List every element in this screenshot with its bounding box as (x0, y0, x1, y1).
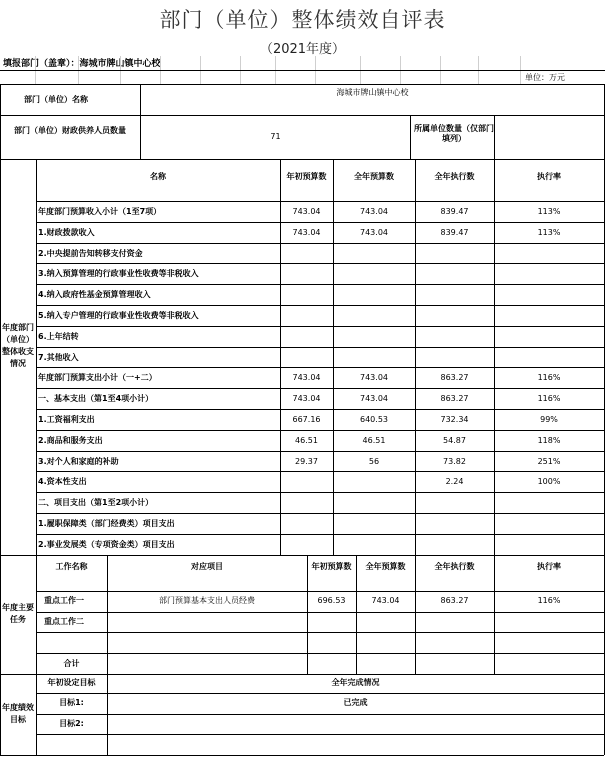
task-name: 重点工作二 (44, 616, 84, 626)
budget-row-name: 1.履职保障类（部门经费类）项目支出 (38, 519, 175, 528)
report-year: （2021年度） (259, 42, 346, 57)
tasks-section-label: 年度主要任务 (2, 603, 34, 624)
budget-rate-value: 113% (537, 207, 561, 216)
table-row-line (36, 388, 604, 389)
budget-row-name: 2.事业发展类（专项资金类）项目支出 (38, 539, 175, 549)
table-row-line (36, 653, 604, 654)
budget-executed-value: 54.87 (443, 435, 466, 445)
budget-row-name: 2.中央提前告知转移支付资金 (38, 248, 143, 258)
goal-label: 目标2: (59, 719, 84, 728)
grid-line (494, 159, 495, 555)
budget-row-name: 4.资本性支出 (38, 477, 87, 487)
budget-header-cell: 年初预算数 (286, 172, 327, 181)
budget-executed-value: 863.27 (440, 394, 469, 404)
tasks-header-cell: 全年执行数 (434, 562, 475, 571)
budget-initial-value: 743.04 (292, 373, 321, 383)
table-row-line (36, 612, 604, 613)
task-initial-value: 696.53 (317, 596, 346, 605)
grid-line (333, 159, 334, 555)
grid-line (36, 555, 37, 674)
table-row-line (36, 222, 604, 223)
budget-header-cell: 执行率 (537, 172, 561, 181)
task-annual-value: 743.04 (371, 596, 400, 605)
budget-section-label: 年度部门（单位）整体收支情况 (2, 323, 34, 368)
grid-line (0, 115, 604, 116)
grid-line (36, 159, 37, 555)
grid-line (410, 115, 411, 159)
budget-rate-value: 100% (537, 477, 561, 487)
table-row-line (36, 430, 604, 431)
grid-line (107, 555, 108, 674)
table-row-line (36, 534, 604, 535)
table-row-line (36, 326, 604, 327)
dept-name-label: 部门（单位）名称 (24, 95, 88, 104)
grid-line (0, 555, 604, 556)
budget-rate-value: 118% (537, 435, 561, 445)
budget-row-name: 4.纳入政府性基金预算管理收入 (38, 290, 151, 300)
budget-initial-value: 29.37 (295, 456, 318, 466)
table-row-line (36, 409, 604, 410)
goals-section-label: 年度绩效目标 (2, 703, 34, 724)
budget-row-name: 2.商品和服务支出 (38, 435, 103, 445)
report-title: 部门（单位）整体绩效自评表 (159, 8, 446, 32)
table-row-line (36, 632, 604, 633)
table-bottom-border (0, 755, 604, 756)
budget-annual-value: 56 (368, 456, 380, 466)
grid-line (36, 201, 604, 202)
grid-line (36, 693, 604, 694)
grid-line (494, 115, 495, 159)
table-left-border (0, 84, 1, 755)
task-name: 重点工作一 (44, 596, 84, 605)
budget-initial-value: 743.04 (292, 394, 321, 404)
budget-annual-value: 743.04 (360, 373, 388, 383)
budget-executed-value: 863.27 (440, 373, 469, 383)
fill-unit-label: 填报部门（盖章）：海城市牌山镇中心校 (3, 59, 161, 69)
budget-row-name: 3.纳入预算管理的行政事业性收费等非税收入 (38, 269, 199, 279)
budget-initial-value: 667.16 (292, 415, 321, 424)
budget-row-name: 1.财政拨款收入 (38, 227, 95, 237)
budget-annual-value: 46.51 (362, 435, 386, 445)
subunit-count-label: 所属单位数量（仅部门填列） (414, 124, 494, 143)
budget-executed-value: 839.47 (440, 207, 469, 216)
grid-line (36, 591, 604, 592)
table-top-border (0, 84, 604, 85)
budget-row-name: 6.上年结转 (38, 331, 79, 341)
goals-header-done: 全年完成情况 (331, 678, 380, 687)
budget-row-name: 5.纳入专户管理的行政事业性收费等非税收入 (38, 311, 199, 320)
budget-rate-value: 251% (537, 456, 561, 466)
budget-initial-value: 46.51 (295, 435, 318, 445)
table-row-line (36, 367, 604, 368)
budget-row-name: 一、基本支出（第1至4项小计） (38, 394, 154, 404)
grid-line (280, 159, 281, 555)
header-line (0, 70, 605, 71)
budget-initial-value: 743.04 (292, 227, 321, 237)
budget-annual-value: 743.04 (360, 394, 388, 404)
grid-line (356, 555, 357, 674)
goals-header-goal: 年初设定目标 (47, 678, 96, 687)
table-row-line (36, 263, 604, 264)
table-row-line (36, 471, 604, 472)
budget-rate-value: 116% (537, 373, 561, 383)
task-executed-value: 863.27 (440, 596, 469, 605)
budget-rate-value: 113% (537, 227, 561, 237)
table-row-line (36, 451, 604, 452)
budget-annual-value: 743.04 (360, 227, 388, 237)
task-rate-value: 116% (537, 596, 561, 605)
tasks-header-cell: 年初预算数 (311, 562, 352, 571)
goal-label: 目标1: (59, 698, 84, 707)
budget-executed-value: 73.82 (443, 456, 466, 466)
budget-header-cell: 全年预算数 (354, 172, 394, 181)
unit-label: 单位：万元 (525, 73, 565, 82)
budget-executed-value: 839.47 (440, 227, 469, 237)
staff-count-value: 71 (270, 132, 281, 141)
budget-row-name: 年度部门预算收入小计（1至7项） (38, 207, 162, 216)
budget-initial-value: 743.04 (292, 207, 321, 216)
budget-header-cell: 全年执行数 (434, 172, 475, 181)
budget-row-name: 3.对个人和家庭的补助 (38, 456, 119, 466)
budget-rate-value: 99% (540, 415, 558, 424)
tasks-header-cell: 工作名称 (55, 562, 88, 571)
table-row-line (36, 243, 604, 244)
dept-name-value: 海城市牌山镇中心校 (336, 88, 409, 97)
budget-row-name: 1.工资福利支出 (38, 415, 95, 424)
tasks-header-cell: 对应项目 (191, 562, 223, 571)
budget-header-cell: 名称 (150, 172, 166, 181)
tasks-header-cell: 执行率 (537, 562, 561, 571)
table-row-line (36, 305, 604, 306)
goal-status: 已完成 (343, 698, 368, 707)
budget-annual-value: 640.53 (360, 415, 388, 424)
tasks-total-label: 合计 (63, 659, 80, 669)
tasks-header-cell: 全年预算数 (365, 562, 406, 571)
budget-row-name: 二、项目支出（第1至2项小计） (38, 498, 154, 508)
budget-row-name: 7.其他收入 (38, 352, 79, 362)
staff-count-label: 部门（单位）财政供养人员数量 (14, 126, 126, 135)
budget-executed-value: 732.34 (440, 415, 469, 424)
budget-annual-value: 743.04 (360, 207, 388, 216)
grid-line (0, 159, 604, 160)
table-row-line (36, 284, 604, 285)
task-project: 部门预算基本支出人员经费 (159, 596, 255, 605)
grid-line (307, 555, 308, 674)
grid-line (36, 714, 604, 715)
grid-line (415, 555, 416, 674)
budget-rate-value: 116% (537, 394, 561, 404)
table-row-line (36, 513, 604, 514)
budget-executed-value: 2.24 (445, 477, 464, 487)
grid-line (415, 159, 416, 555)
grid-line (494, 555, 495, 674)
budget-row-name: 年度部门预算支出小计（一+二） (38, 373, 157, 383)
grid-line (0, 674, 604, 675)
table-row-line (36, 347, 604, 348)
grid-line (36, 734, 604, 735)
table-row-line (36, 492, 604, 493)
